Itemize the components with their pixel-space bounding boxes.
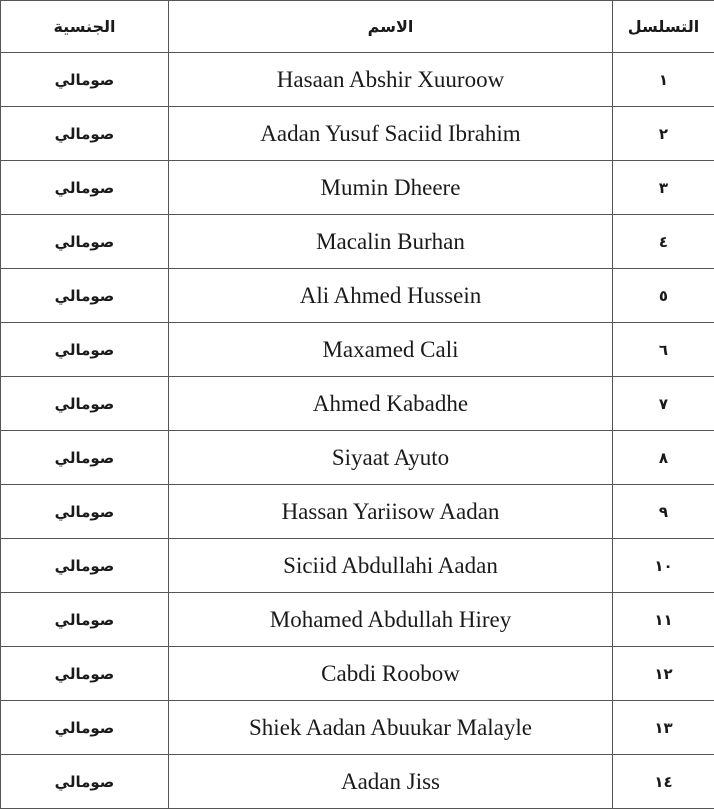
nationality-cell: صومالي (1, 377, 169, 431)
nationality-cell: صومالي (1, 701, 169, 755)
nationality-cell: صومالي (1, 755, 169, 809)
table-row (1, 431, 714, 485)
header-nationality: الجنسية (1, 1, 169, 53)
table-row (1, 269, 714, 323)
header-sequence: التسلسل (613, 1, 714, 53)
name-cell: Hassan Yariisow Aadan (169, 485, 613, 539)
name-cell: Aadan Jiss (169, 755, 613, 809)
table-row (1, 323, 714, 377)
sequence-cell: ١٠ (613, 539, 714, 593)
sequence-cell: ٤ (613, 215, 714, 269)
name-cell: Hasaan Abshir Xuuroow (169, 53, 613, 107)
sequence-cell: ٧ (613, 377, 714, 431)
sequence-cell: ٦ (613, 323, 714, 377)
nationality-cell: صومالي (1, 647, 169, 701)
nationality-cell: صومالي (1, 485, 169, 539)
nationality-cell: صومالي (1, 107, 169, 161)
name-cell: Ahmed Kabadhe (169, 377, 613, 431)
table-row (1, 755, 714, 809)
sequence-cell: ١٣ (613, 701, 714, 755)
sequence-cell: ٨ (613, 431, 714, 485)
table-row (1, 701, 714, 755)
header-name: الاسم (169, 1, 613, 53)
nationality-cell: صومالي (1, 53, 169, 107)
nationality-cell: صومالي (1, 593, 169, 647)
table-row (1, 647, 714, 701)
name-cell: Mumin Dheere (169, 161, 613, 215)
sequence-cell: ٩ (613, 485, 714, 539)
nationality-cell: صومالي (1, 539, 169, 593)
sequence-cell: ١ (613, 53, 714, 107)
table-row (1, 161, 714, 215)
name-cell: Siyaat Ayuto (169, 431, 613, 485)
name-cell: Aadan Yusuf Saciid Ibrahim (169, 107, 613, 161)
name-cell: Shiek Aadan Abuukar Malayle (169, 701, 613, 755)
name-cell: Macalin Burhan (169, 215, 613, 269)
table-row (1, 107, 714, 161)
nationality-cell: صومالي (1, 269, 169, 323)
name-cell: Ali Ahmed Hussein (169, 269, 613, 323)
sequence-cell: ١١ (613, 593, 714, 647)
name-cell: Cabdi Roobow (169, 647, 613, 701)
header-row (1, 1, 714, 53)
nationality-cell: صومالي (1, 431, 169, 485)
nationality-cell: صومالي (1, 323, 169, 377)
sequence-cell: ٥ (613, 269, 714, 323)
table-row (1, 593, 714, 647)
sequence-cell: ٣ (613, 161, 714, 215)
table-row (1, 53, 714, 107)
nationality-cell: صومالي (1, 161, 169, 215)
table-row (1, 377, 714, 431)
sequence-cell: ٢ (613, 107, 714, 161)
nationality-cell: صومالي (1, 215, 169, 269)
table-row (1, 485, 714, 539)
sequence-cell: ١٢ (613, 647, 714, 701)
name-cell: Maxamed Cali (169, 323, 613, 377)
table-row (1, 215, 714, 269)
name-cell: Mohamed Abdullah Hirey (169, 593, 613, 647)
sequence-cell: ١٤ (613, 755, 714, 809)
table-row (1, 539, 714, 593)
name-cell: Siciid Abdullahi Aadan (169, 539, 613, 593)
